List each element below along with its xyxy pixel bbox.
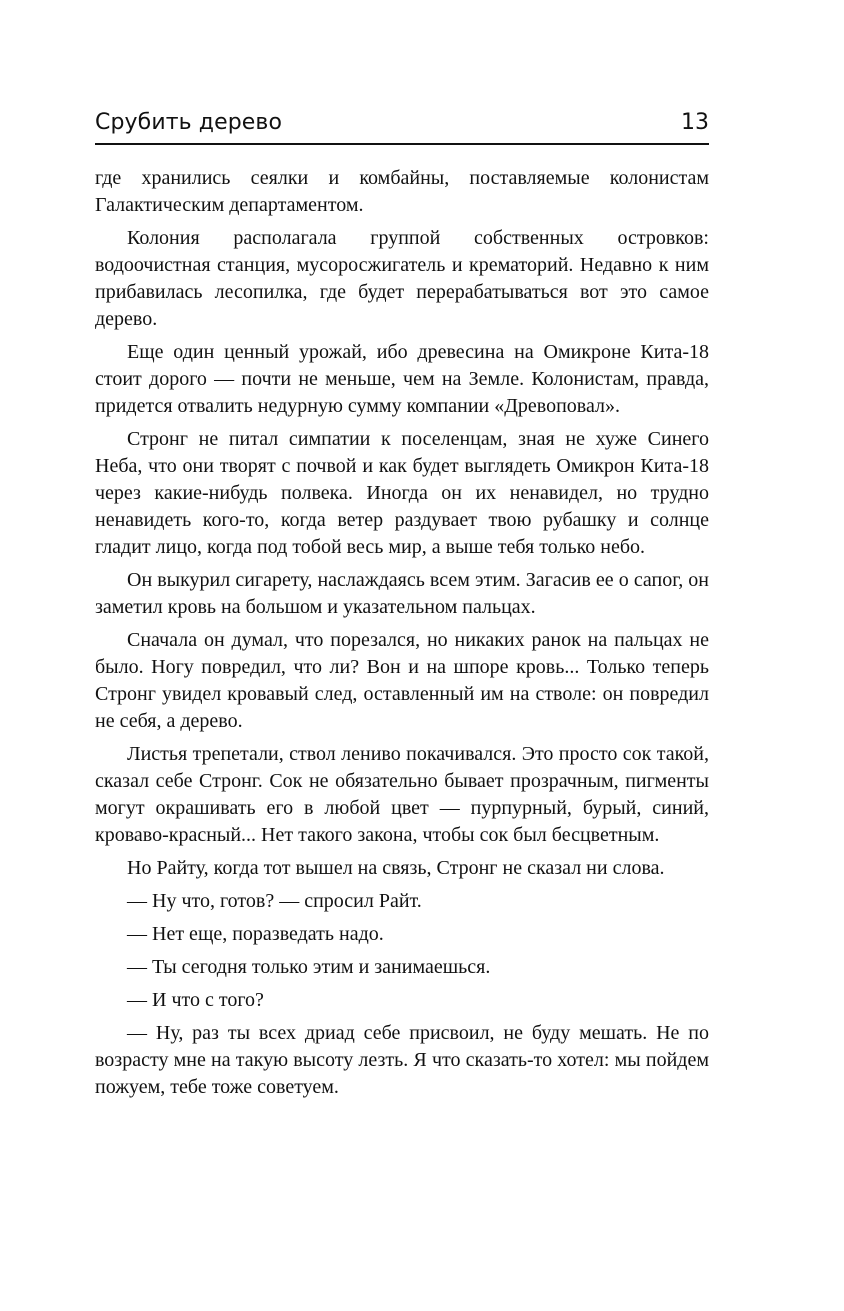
paragraph: Он выкурил сигарету, наслаждаясь всем этим. Загасив ее о сапог, он заметил кровь на большом и указательном пальцах. (95, 569, 709, 618)
body-text (95, 165, 709, 1107)
dialogue-line: — Ну, раз ты всех дриад себе присвоил, не буду мешать. Не по возрасту мне на такую высоту лезть. Я что сказать-то хотел: мы пойдем пожуем, тебе тоже советуем. (95, 1022, 709, 1098)
dialogue-line: — Нет еще, поразведать надо. (127, 923, 384, 945)
page-number: 13 (681, 110, 709, 135)
paragraph: Листья трепетали, ствол лениво покачивался. Это просто сок такой, сказал себе Стронг. Сок не обязательно бывает прозрачным, пигменты могут окрашивать его в любой цвет — пурпурный, бурый, синий, кроваво-красный... Нет такого закона, чтобы сок был бесцветным. (95, 743, 709, 846)
paragraph: Стронг не питал симпатии к поселенцам, зная не хуже Синего Неба, что они творят с почвой и как будет выглядеть Омикрон Кита-18 через какие-нибудь полвека. Иногда он их ненавидел, но трудно ненавидеть кого-то, когда ветер раздувает твою рубашку и солнце гладит лицо, когда под тобой весь мир, а выше тебя только небо. (95, 428, 709, 558)
dialogue-line: — Ну что, готов? — спросил Райт. (127, 890, 422, 912)
paragraph: Еще один ценный урожай, ибо древесина на Омикроне Кита-18 стоит дорого — почти не меньше, чем на Земле. Колонистам, правда, придется отвалить недурную сумму компании «Древоповал». (95, 341, 709, 417)
paragraph: Сначала он думал, что порезался, но никаких ранок на пальцах не было. Ногу повредил, что ли? Вон и на шпоре кровь... Только теперь Стронг увидел кровавый след, оставленный им на стволе: он повредил не себя, а дерево. (95, 629, 709, 732)
running-header (95, 103, 709, 145)
dialogue-line: — И что с того? (127, 989, 264, 1011)
running-title: Срубить дерево (95, 110, 283, 135)
paragraph: Но Райту, когда тот вышел на связь, Стронг не сказал ни слова. (127, 857, 665, 879)
dialogue-line: — Ты сегодня только этим и занимаешься. (127, 956, 491, 978)
paragraph: где хранились сеялки и комбайны, поставляемые колонистам Галактическим департаментом. (95, 167, 709, 216)
paragraph: Колония располагала группой собственных островков: водоочистная станция, мусоросжигатель и крематорий. Недавно к ним прибавилась лесопилка, где будет перерабатываться вот это самое дерево. (95, 227, 709, 330)
